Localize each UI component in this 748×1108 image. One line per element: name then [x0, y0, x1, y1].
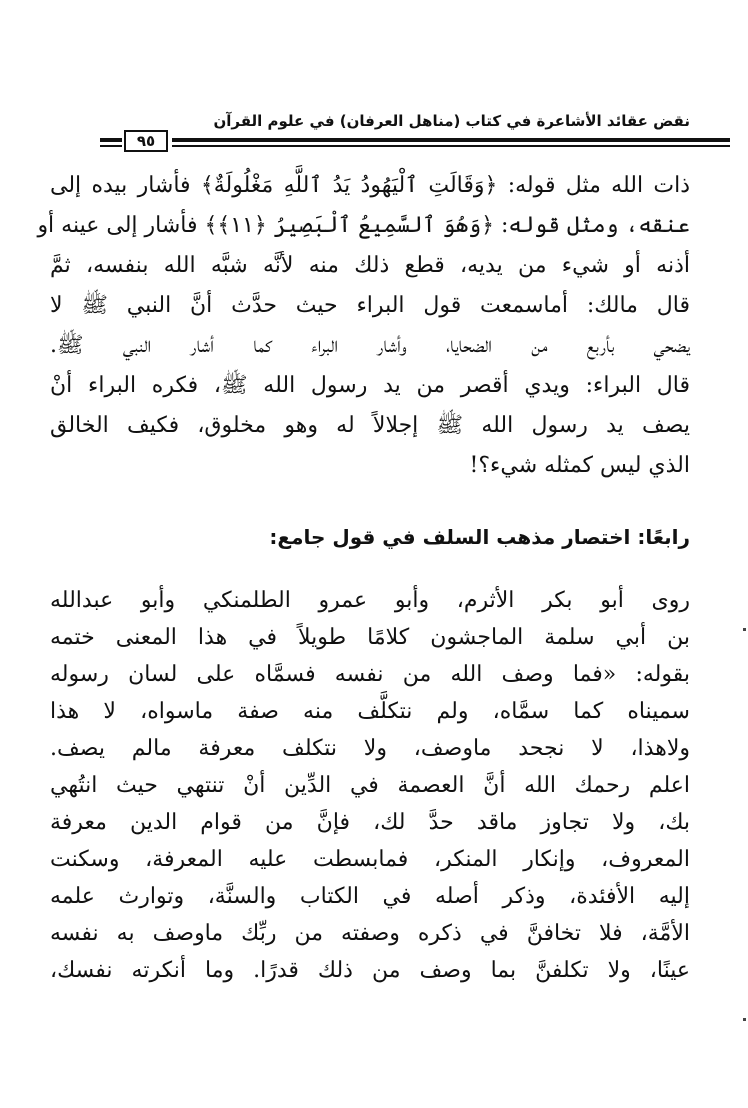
header-rule-thick	[172, 138, 730, 142]
scan-edge-mark	[743, 1018, 746, 1021]
text-line: يضحي بأربع من الضحايا، وأشار البراء كما أشار النبي ﷺ.	[50, 333, 690, 358]
text-line: عينًا، ولا تكلفنَّ بما وصف من ذلك قدرًا. وما أنكرته نفسك،	[50, 958, 690, 983]
text-line: ولاهذا، لا نجحد ماوصف، ولا نتكلف معرفة مالم يصف.	[50, 736, 690, 761]
text-line: بقوله: «فما وصف الله من نفسه فسمَّاه على لسان رسوله	[50, 662, 690, 687]
text-line: إليه الأفئدة، وذكر أصله في الكتاب والسنَّة، وتوارث علمه	[50, 884, 690, 909]
scan-edge-mark	[743, 628, 746, 631]
text-line: روى أبو بكر الأثرم، وأبو عمرو الطلمنكي وأبو عبدالله	[50, 588, 690, 613]
header-rule-left-thin	[100, 145, 122, 147]
text-line: ذات الله مثل قوله: ﴿وَقَالَتِ ٱلْيَهُودُ يَدُ ٱللَّهِ مَغْلُولَةٌ﴾ فأشار بيده إلى	[50, 173, 690, 198]
header-rule-left-thick	[100, 138, 122, 142]
text-line: الأمَّة، فلا تخافنَّ في ذكره وصفته من ربِّك ماوصف به نفسه	[50, 921, 690, 946]
header-rule-thin	[172, 145, 730, 147]
running-header-title: نقض عقائد الأشاعرة في كتاب (مناهل العرفان) في علوم القرآن	[213, 112, 690, 130]
text-line: قال البراء: ويدي أقصر من يد رسول الله ﷺ، فكره البراء أنْ	[50, 373, 690, 398]
text-line: اعلم رحمك الله أنَّ العصمة في الدِّين أنْ تنتهي حيث انتُهي	[50, 773, 690, 798]
text-line: عنقه، ومثل قوله: ﴿وَهُوَ ٱلسَّمِيعُ ٱلْبَصِيرُ ﴿١١﴾﴾ فأشار إلى عينه أو	[37, 213, 690, 238]
section-heading: رابعًا: اختصار مذهب السلف في قول جامع:	[269, 525, 690, 549]
text-line: بك، ولا تجاوز ماقد حدَّ لك، فإنَّ من قوام الدين معرفة	[50, 810, 690, 835]
text-line: الذي ليس كمثله شيء؟!	[469, 453, 690, 478]
text-line: بن أبي سلمة الماجشون كلامًا طويلاً في هذا المعنى ختمه	[50, 625, 690, 650]
text-line: أذنه أو شيء من يديه، قطع ذلك منه لأنَّه شبَّه الله بنفسه، ثمَّ	[50, 253, 690, 278]
text-line: سميناه كما سمَّاه، ولم نتكلَّف منه صفة ماسواه، لا هذا	[50, 699, 690, 724]
text-line: المعروف، وإنكار المنكر، فمابسطت عليه المعرفة، وسكنت	[50, 847, 690, 872]
page-number: ٩٥	[124, 130, 168, 152]
text-line: قال مالك: أماسمعت قول البراء حيث حدَّث أنَّ النبي ﷺ لا	[50, 293, 690, 318]
text-line: يصف يد رسول الله ﷺ إجلالاً له وهو مخلوق، فكيف الخالق	[50, 413, 690, 438]
